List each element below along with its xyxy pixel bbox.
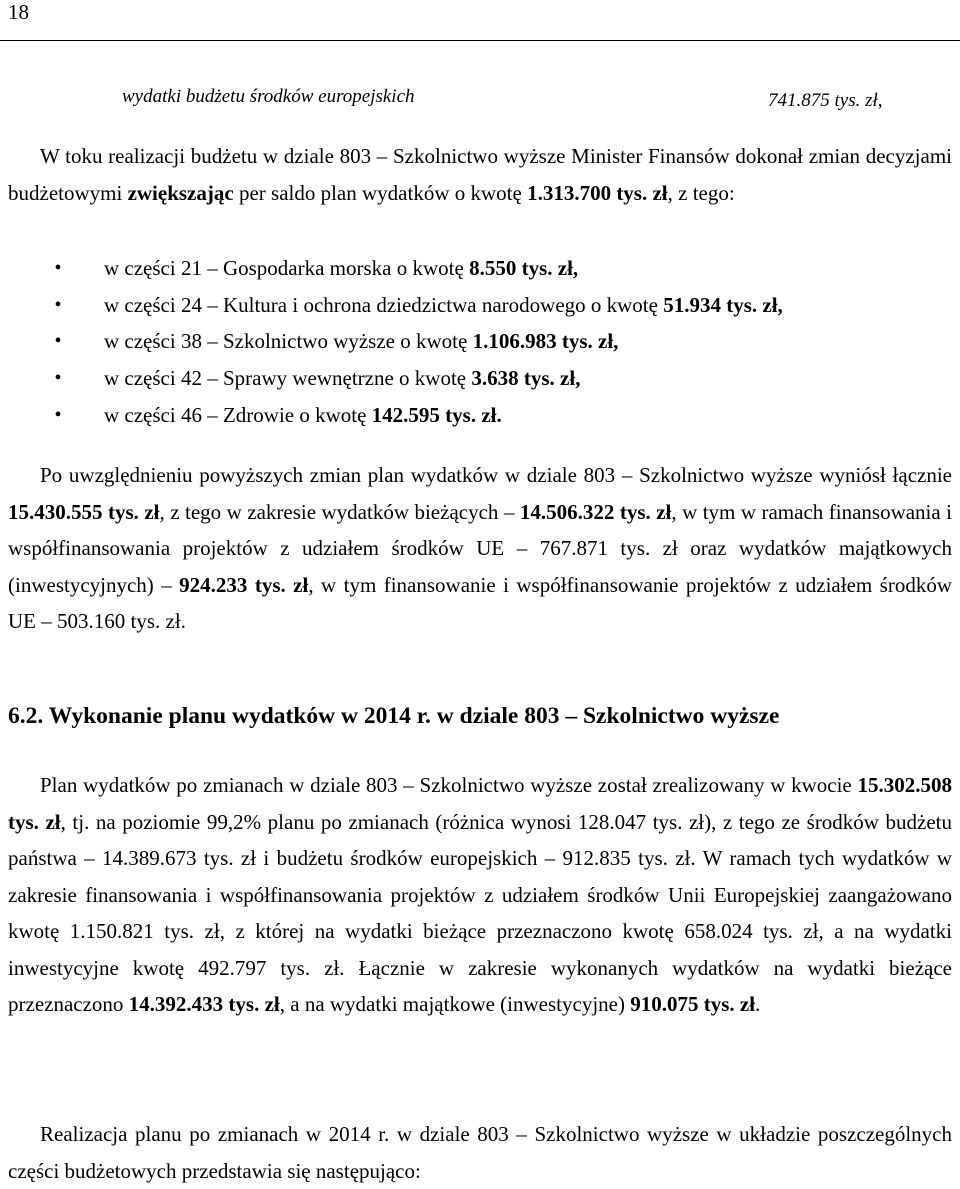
text-run: Plan wydatków po zmianach w dziale 803 – Szkolnictwo wyższe został zrealizowany w kwocie <box>40 773 858 797</box>
list-item <box>8 323 952 360</box>
bullet-text: w części 42 – Sprawy wewnętrzne o kwotę <box>104 366 472 391</box>
text-run: per saldo plan wydatków o kwotę <box>233 180 528 205</box>
text-run: , a na wydatki majątkowe (inwestycyjne) <box>279 992 631 1016</box>
bullet-amount: 8.550 tys. zł, <box>469 256 579 280</box>
bold-run: 15.430.555 tys. zł <box>8 499 160 524</box>
lead-value: 741.875 tys. zł, <box>768 90 883 111</box>
lead-line <box>0 86 960 118</box>
paragraph-breakdown-intro <box>8 1116 952 1189</box>
bold-run: 14.506.322 tys. zł <box>519 499 672 524</box>
text-run: , tj. na poziomie 99,2% planu po zmianach (różnica wynosi 128.047 tys. zł), z tego ze środków budżetu państwa – 14.389.673 tys. zł i budżetu środków europejskich – 912.835 tys. zł. W ramach tych wydatków w zakresie finansowania i współfinansowania projektów z udziałem środków Unii Europejskiej zaangażowano kwotę 1.150.821 tys. zł, z której na wydatki bieżące przeznaczono kwotę 658.024 tys. zł, a na wydatki inwestycyjne kwotę 492.797 tys. zł. Łącznie w zakresie wykonanych wydatków na wydatki bieżące przeznaczono <box>8 809 952 1016</box>
bullet-text: w części 38 – Szkolnictwo wyższe o kwotę <box>104 329 473 354</box>
text-run: . <box>755 992 761 1016</box>
text-run: W toku realizacji budżetu w dziale 803 – Szkolnictwo wyższe Minister Finansów dokonał zmian decyzjami budżetowymi <box>8 144 952 205</box>
text-run: , w tym w ramach finansowania i współfinansowania projektów z udziałem środków UE – 767.871 tys. zł oraz wydatków majątkowych (inwestycyjnych) – <box>8 499 953 597</box>
bullet-amount: 51.934 tys. zł, <box>663 292 783 317</box>
bold-run: zwiększając <box>127 180 234 205</box>
bullet-amount: 3.638 tys. zł, <box>471 366 581 391</box>
bullet-icon: • <box>54 330 62 353</box>
list-item <box>8 250 952 287</box>
lead-label: wydatki budżetu środków europejskich <box>122 86 415 107</box>
bold-run: 910.075 tys. zł <box>630 992 756 1016</box>
paragraph-execution <box>8 767 952 1023</box>
bullet-list <box>8 250 952 434</box>
bullet-icon: • <box>54 403 62 426</box>
paragraph-budget-changes <box>8 138 952 211</box>
bullet-text: w części 24 – Kultura i ochrona dziedzictwa narodowego o kwotę <box>104 292 664 317</box>
text-run: Realizacja planu po zmianach w 2014 r. w dziale 803 – Szkolnictwo wyższe w układzie poszczególnych części budżetowych przedstawia się następująco: <box>8 1122 952 1183</box>
bold-run: 1.313.700 tys. zł <box>527 180 668 205</box>
bold-run: 15.302.508 tys. zł <box>8 773 952 834</box>
bullet-amount: 142.595 tys. zł. <box>371 402 502 427</box>
text-run: Po uwzględnieniu powyższych zmian plan wydatków w dziale 803 – Szkolnictwo wyższe wyniósł łącznie <box>40 463 952 487</box>
text-run: , w tym finansowanie i współfinansowanie projektów z udziałem środków UE – 503.160 tys. zł. <box>8 572 952 633</box>
bullet-text: w części 21 – Gospodarka morska o kwotę <box>104 256 470 280</box>
text-run: , z tego: <box>667 180 735 205</box>
bullet-icon: • <box>54 367 62 390</box>
section-heading: 6.2. Wykonanie planu wydatków w 2014 r. w dziale 803 – Szkolnictwo wyższe <box>8 703 780 729</box>
bullet-text: w części 46 – Zdrowie o kwotę <box>104 402 372 427</box>
header-rule <box>0 40 960 41</box>
bullet-icon: • <box>54 257 62 279</box>
text-run: , z tego w zakresie wydatków bieżących – <box>159 499 520 524</box>
page-number: 18 <box>8 0 29 24</box>
bullet-amount: 1.106.983 tys. zł, <box>472 329 619 354</box>
bullet-icon: • <box>54 293 62 316</box>
list-item <box>8 397 952 434</box>
paragraph-plan-after-changes <box>8 457 952 640</box>
list-item <box>8 287 952 324</box>
list-item <box>8 360 952 397</box>
bold-run: 924.233 tys. zł <box>179 572 309 597</box>
bold-run: 14.392.433 tys. zł <box>128 992 280 1016</box>
